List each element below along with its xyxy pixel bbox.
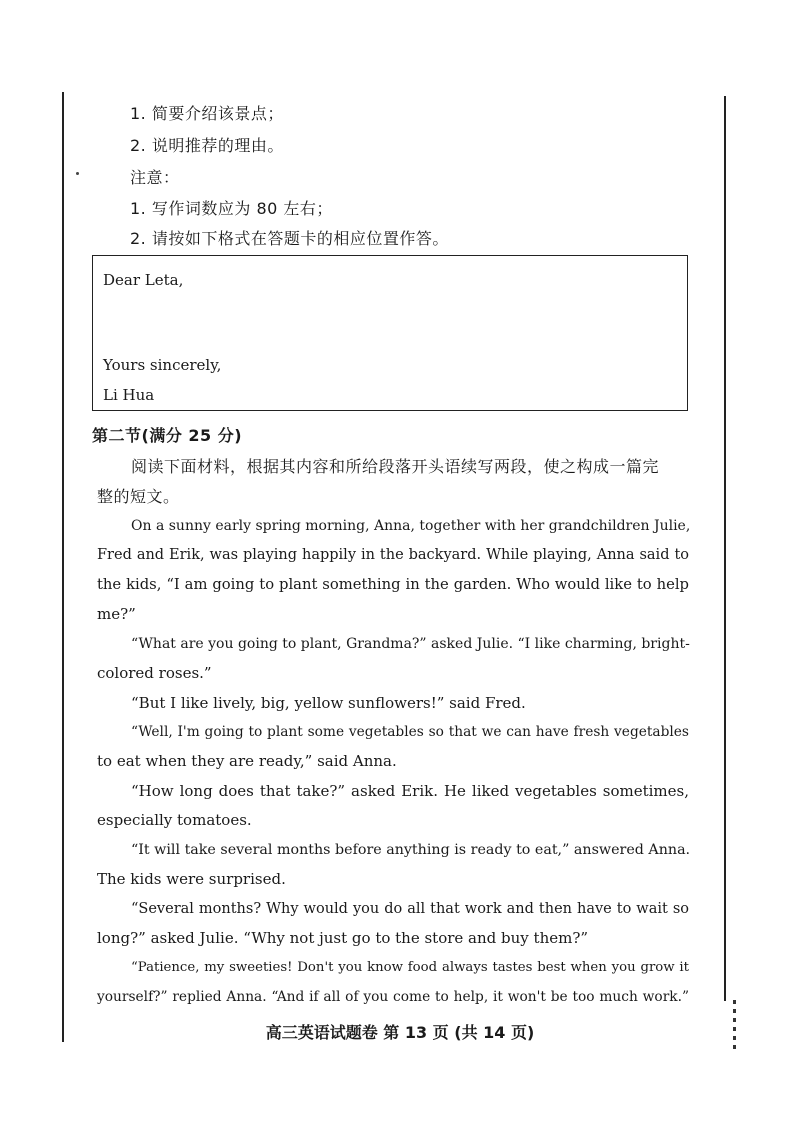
story-line: colored roses.” (97, 664, 212, 682)
section-instruction-line-1: 阅读下面材料，根据其内容和所给段落开头语续写两段，使之构成一篇完 (131, 457, 660, 476)
letter-closing: Yours sincerely, (103, 356, 222, 374)
section-instruction-line-2: 整的短文。 (97, 487, 180, 506)
requirement-item-2: 2. 说明推荐的理由。 (130, 136, 284, 155)
section-title: 第二节(满分 25 分) (92, 426, 243, 445)
story-line: me?” (97, 605, 136, 623)
story-line: “Well, I'm going to plant some vegetables so that we can have fresh vegetables (131, 724, 689, 740)
notes-label: 注意： (130, 168, 180, 187)
story-line: yourself?” replied Anna. “And if all of you come to help, it won't be too much work.” (97, 989, 689, 1005)
story-line: to eat when they are ready,” said Anna. (97, 752, 397, 770)
story-line: “What are you going to plant, Grandma?” asked Julie. “I like charming, bright- (131, 636, 690, 652)
letter-salutation: Dear Leta, (103, 271, 184, 289)
scan-dot (76, 172, 79, 175)
story-line: “How long does that take?” asked Erik. He liked vegetables sometimes, (131, 782, 689, 800)
left-margin-line (62, 92, 64, 1042)
story-line: especially tomatoes. (97, 811, 252, 829)
story-line: The kids were surprised. (97, 870, 286, 888)
requirement-item-1: 1. 简要介绍该景点； (130, 104, 284, 123)
story-line: “Several months? Why would you do all that work and then have to wait so (131, 901, 689, 917)
story-line: the kids, “I am going to plant something in the garden. Who would like to help (97, 576, 689, 593)
story-line: “Patience, my sweeties! Don't you know food always tastes best when you grow it (131, 960, 689, 975)
story-line: “It will take several months before anything is ready to eat,” answered Anna. (131, 842, 691, 858)
story-line: On a sunny early spring morning, Anna, together with her grandchildren Julie, (131, 518, 691, 534)
note-item-1: 1. 写作词数应为 80 左右； (130, 199, 333, 218)
page-footer: 高三英语试题卷 第 13 页 (共 14 页) (265, 1023, 535, 1042)
letter-signature: Li Hua (103, 386, 155, 404)
right-margin-line (724, 96, 726, 1001)
story-line: Fred and Erik, was playing happily in the backyard. While playing, Anna said to (97, 547, 689, 563)
story-line: “But I like lively, big, yellow sunflowers!” said Fred. (131, 694, 526, 712)
note-item-2: 2. 请按如下格式在答题卡的相应位置作答。 (130, 229, 449, 248)
story-line: long?” asked Julie. “Why not just go to the store and buy them?” (97, 929, 589, 947)
